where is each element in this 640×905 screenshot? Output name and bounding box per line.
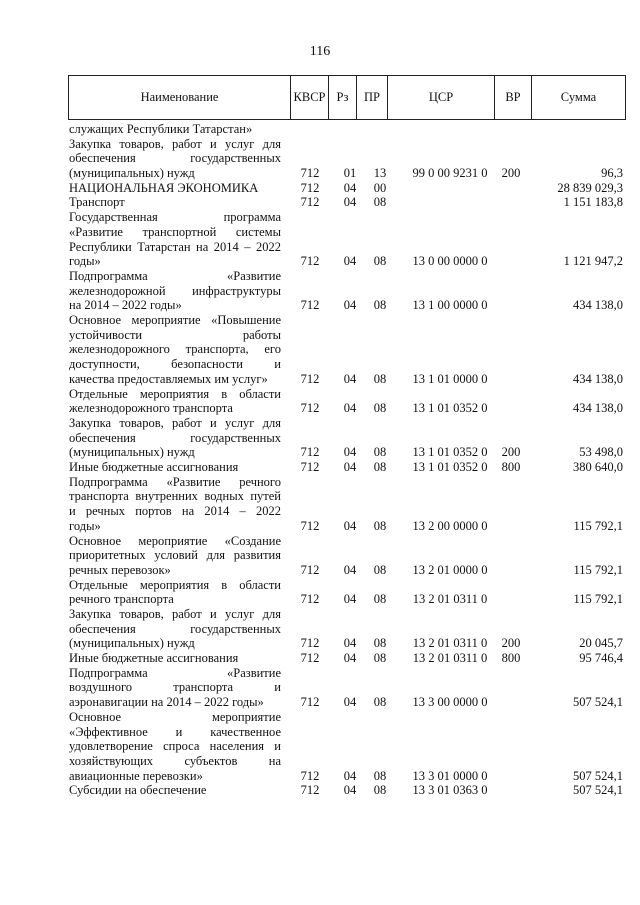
row-rz: 04 bbox=[343, 298, 357, 313]
table-row bbox=[0, 122, 640, 137]
row-name-line: годы» bbox=[69, 518, 101, 533]
row-sum: 434 138,0 bbox=[573, 401, 623, 416]
table-row bbox=[0, 269, 640, 313]
header-pr: ПР bbox=[356, 76, 387, 119]
row-kvsr: 712 bbox=[300, 651, 320, 666]
table-row bbox=[0, 210, 640, 269]
row-name bbox=[69, 578, 281, 607]
table-row bbox=[0, 607, 640, 651]
row-vr: 800 bbox=[501, 651, 521, 666]
header-sum: Сумма bbox=[531, 76, 625, 119]
row-kvsr: 712 bbox=[300, 592, 320, 607]
row-name-line: Отдельные мероприятия в области bbox=[69, 386, 281, 401]
row-rz: 04 bbox=[343, 651, 357, 666]
row-sum: 20 045,7 bbox=[579, 636, 623, 651]
row-sum: 434 138,0 bbox=[573, 371, 623, 386]
row-kvsr: 712 bbox=[300, 371, 320, 386]
header-name: Наименование bbox=[140, 90, 219, 104]
row-kvsr: 712 bbox=[300, 298, 320, 313]
row-pr: 08 bbox=[373, 401, 387, 416]
row-sum: 115 792,1 bbox=[573, 562, 623, 577]
row-sum: 507 524,1 bbox=[573, 768, 623, 783]
table-row bbox=[0, 534, 640, 578]
row-kvsr: 712 bbox=[300, 518, 320, 533]
row-csr: 13 0 00 0000 0 bbox=[412, 254, 488, 269]
row-name-line: (муниципальных) нужд bbox=[69, 445, 195, 460]
row-name bbox=[69, 181, 281, 196]
table-row bbox=[0, 783, 640, 798]
row-sum: 115 792,1 bbox=[573, 518, 623, 533]
row-name-line: приоритетных условий для развития bbox=[69, 548, 281, 563]
row-csr: 13 1 01 0352 0 bbox=[412, 401, 488, 416]
row-name-line: Субсидии на обеспечение bbox=[69, 783, 207, 798]
row-kvsr: 712 bbox=[300, 636, 320, 651]
row-sum: 507 524,1 bbox=[573, 695, 623, 710]
row-sum: 53 498,0 bbox=[579, 445, 623, 460]
row-name bbox=[69, 534, 281, 578]
row-name-line: обеспечения государственных bbox=[69, 430, 281, 445]
row-name-line: «Эффективное и качественное bbox=[69, 724, 281, 739]
row-name bbox=[69, 651, 281, 666]
row-sum: 507 524,1 bbox=[573, 783, 623, 798]
row-sum: 95 746,4 bbox=[579, 651, 623, 666]
table-row bbox=[0, 666, 640, 710]
row-name-line: (муниципальных) нужд bbox=[69, 166, 195, 181]
row-rz: 01 bbox=[343, 166, 357, 181]
row-name-line: служащих Республики Татарстан» bbox=[69, 122, 253, 136]
row-pr: 08 bbox=[373, 783, 387, 798]
row-csr: 13 2 01 0311 0 bbox=[412, 651, 488, 666]
row-rz: 04 bbox=[343, 195, 357, 210]
row-name-line: Государственная программа bbox=[69, 210, 281, 225]
table-row bbox=[0, 416, 640, 460]
row-name-line: НАЦИОНАЛЬНАЯ ЭКОНОМИКА bbox=[69, 180, 259, 195]
row-vr: 800 bbox=[501, 460, 521, 475]
row-kvsr: 712 bbox=[300, 783, 320, 798]
row-kvsr: 712 bbox=[300, 401, 320, 416]
row-sum: 380 640,0 bbox=[573, 460, 623, 475]
row-rz: 04 bbox=[343, 371, 357, 386]
row-name-line: устойчивости работы bbox=[69, 327, 281, 342]
table-row bbox=[0, 651, 640, 666]
row-sum: 1 121 947,2 bbox=[563, 254, 623, 269]
row-name-line: обеспечения государственных bbox=[69, 621, 281, 636]
row-csr: 99 0 00 9231 0 bbox=[412, 166, 488, 181]
row-name-line: железнодорожного транспорта bbox=[69, 401, 233, 416]
row-name-line: качества предоставляемых им услуг» bbox=[69, 371, 268, 386]
row-name bbox=[69, 210, 281, 269]
row-name-line: Транспорт bbox=[69, 195, 125, 210]
row-csr: 13 3 01 0363 0 bbox=[412, 783, 488, 798]
row-kvsr: 712 bbox=[300, 768, 320, 783]
row-csr: 13 2 01 0311 0 bbox=[412, 636, 488, 651]
row-name-line: Закупка товаров, работ и услуг для bbox=[69, 136, 281, 151]
row-name-line: «Развитие транспортной системы bbox=[69, 224, 281, 239]
row-name-line: авиационные перевозки» bbox=[69, 768, 203, 783]
table-header bbox=[68, 75, 626, 120]
table-row bbox=[0, 195, 640, 210]
page-number: 116 bbox=[309, 44, 331, 59]
row-vr: 200 bbox=[501, 445, 521, 460]
row-kvsr: 712 bbox=[300, 562, 320, 577]
row-pr: 08 bbox=[373, 371, 387, 386]
row-name-line: Отдельные мероприятия в области bbox=[69, 577, 281, 592]
row-pr: 13 bbox=[373, 166, 387, 181]
row-sum: 28 839 029,3 bbox=[557, 180, 623, 195]
row-name-line: Республики Татарстан на 2014 – 2022 bbox=[69, 239, 281, 254]
row-name bbox=[69, 387, 281, 416]
row-name-line: Подпрограмма «Развитие речного bbox=[69, 474, 281, 489]
header-csr: ЦСР bbox=[387, 76, 494, 119]
row-name bbox=[69, 137, 281, 181]
row-rz: 04 bbox=[343, 783, 357, 798]
row-name-line: Подпрограмма «Развитие bbox=[69, 665, 281, 680]
row-name-line: аэронавигации на 2014 – 2022 годы» bbox=[69, 695, 264, 710]
row-rz: 04 bbox=[343, 180, 357, 195]
row-sum: 115 792,1 bbox=[573, 592, 623, 607]
row-name-line: хозяйствующих субъектов на bbox=[69, 753, 281, 768]
row-pr: 08 bbox=[373, 518, 387, 533]
row-name-line: воздушного транспорта и bbox=[69, 680, 281, 695]
table-row bbox=[0, 578, 640, 607]
row-pr: 08 bbox=[373, 636, 387, 651]
row-kvsr: 712 bbox=[300, 195, 320, 210]
row-rz: 04 bbox=[343, 592, 357, 607]
table-body bbox=[0, 122, 640, 798]
row-csr: 13 1 01 0352 0 bbox=[412, 445, 488, 460]
row-csr: 13 2 00 0000 0 bbox=[412, 518, 488, 533]
row-rz: 04 bbox=[343, 254, 357, 269]
row-name-line: на 2014 – 2022 годы» bbox=[69, 298, 182, 313]
row-name-line: Подпрограмма «Развитие bbox=[69, 268, 281, 283]
row-pr: 08 bbox=[373, 254, 387, 269]
table-row bbox=[0, 313, 640, 387]
row-name bbox=[69, 313, 281, 386]
row-name bbox=[69, 475, 281, 534]
row-name bbox=[69, 666, 281, 710]
row-kvsr: 712 bbox=[300, 445, 320, 460]
row-rz: 04 bbox=[343, 518, 357, 533]
row-name-line: речного транспорта bbox=[69, 592, 174, 607]
row-name bbox=[69, 607, 281, 651]
row-name bbox=[69, 710, 281, 783]
row-csr: 13 2 01 0311 0 bbox=[412, 592, 488, 607]
row-kvsr: 712 bbox=[300, 460, 320, 475]
row-name-line: железнодорожной инфраструктуры bbox=[69, 283, 281, 298]
row-pr: 08 bbox=[373, 298, 387, 313]
header-rz: Рз bbox=[328, 76, 356, 119]
row-rz: 04 bbox=[343, 768, 357, 783]
row-pr: 08 bbox=[373, 651, 387, 666]
row-name bbox=[69, 269, 281, 313]
row-rz: 04 bbox=[343, 562, 357, 577]
row-sum: 434 138,0 bbox=[573, 298, 623, 313]
row-pr: 08 bbox=[373, 768, 387, 783]
row-sum: 1 151 183,8 bbox=[563, 195, 623, 210]
row-kvsr: 712 bbox=[300, 695, 320, 710]
table-row bbox=[0, 710, 640, 784]
row-name-line: Иные бюджетные ассигнования bbox=[69, 460, 239, 475]
row-name-line: годы» bbox=[69, 254, 101, 269]
table-row bbox=[0, 460, 640, 475]
row-csr: 13 1 00 0000 0 bbox=[412, 298, 488, 313]
row-csr: 13 1 01 0000 0 bbox=[412, 371, 488, 386]
table-row bbox=[0, 475, 640, 534]
row-name-line: обеспечения государственных bbox=[69, 151, 281, 166]
row-rz: 04 bbox=[343, 695, 357, 710]
row-name-line: Основное мероприятие «Создание bbox=[69, 533, 281, 548]
table-row bbox=[0, 181, 640, 196]
row-csr: 13 3 01 0000 0 bbox=[412, 768, 488, 783]
row-rz: 04 bbox=[343, 445, 357, 460]
row-pr: 00 bbox=[373, 180, 387, 195]
row-name bbox=[69, 416, 281, 460]
row-name-line: Закупка товаров, работ и услуг для bbox=[69, 607, 281, 621]
row-csr: 13 3 00 0000 0 bbox=[412, 695, 488, 710]
row-sum: 96,3 bbox=[601, 166, 623, 181]
row-name-line: Иные бюджетные ассигнования bbox=[69, 651, 239, 666]
row-name-line: транспорта внутренних водных путей bbox=[69, 489, 281, 504]
row-name-line: Закупка товаров, работ и услуг для bbox=[69, 415, 281, 430]
row-pr: 08 bbox=[373, 562, 387, 577]
row-kvsr: 712 bbox=[300, 254, 320, 269]
row-rz: 04 bbox=[343, 401, 357, 416]
row-pr: 08 bbox=[373, 445, 387, 460]
row-name-line: (муниципальных) нужд bbox=[69, 636, 195, 651]
row-rz: 04 bbox=[343, 636, 357, 651]
row-name-line: Основное мероприятие bbox=[69, 709, 281, 724]
row-name-line: железнодорожного транспорта, его bbox=[69, 342, 281, 357]
row-kvsr: 712 bbox=[300, 166, 320, 181]
row-vr: 200 bbox=[501, 636, 521, 651]
row-pr: 08 bbox=[373, 460, 387, 475]
table-row bbox=[0, 137, 640, 181]
row-rz: 04 bbox=[343, 460, 357, 475]
row-csr: 13 1 01 0352 0 bbox=[412, 460, 488, 475]
row-csr: 13 2 01 0000 0 bbox=[412, 562, 488, 577]
row-pr: 08 bbox=[373, 695, 387, 710]
row-name-line: Основное мероприятие «Повышение bbox=[69, 313, 281, 328]
row-pr: 08 bbox=[373, 592, 387, 607]
row-name bbox=[69, 122, 281, 137]
row-name-line: удовлетворение спроса населения и bbox=[69, 739, 281, 754]
row-pr: 08 bbox=[373, 195, 387, 210]
row-name-line: доступности, безопасности и bbox=[69, 357, 281, 372]
row-kvsr: 712 bbox=[300, 180, 320, 195]
row-vr: 200 bbox=[501, 166, 521, 181]
row-name bbox=[69, 460, 281, 475]
row-name-line: и речных портов на 2014 – 2022 bbox=[69, 504, 281, 519]
header-vr: ВР bbox=[494, 76, 531, 119]
header-kvsr: КВСР bbox=[290, 76, 328, 119]
table-row bbox=[0, 387, 640, 416]
row-name bbox=[69, 195, 281, 210]
row-name bbox=[69, 783, 281, 798]
row-name-line: речных перевозок» bbox=[69, 562, 171, 577]
